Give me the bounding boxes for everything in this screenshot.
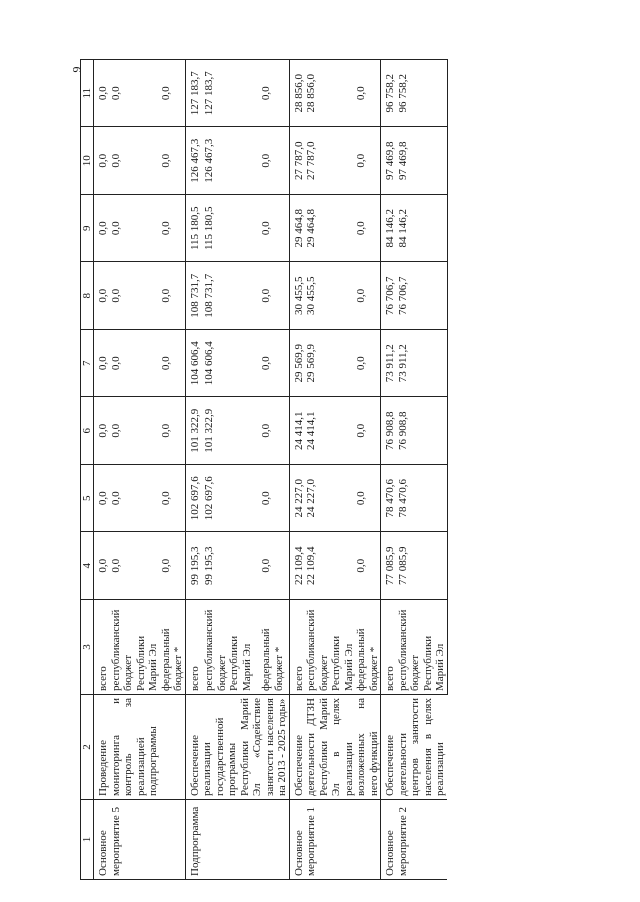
funding-value: 0,0	[355, 195, 381, 263]
funding-value: 0,0	[160, 60, 186, 128]
funding-source: республиканский бюджет Республики Марий Эл	[110, 600, 160, 695]
funding-value: 101 322,9	[203, 397, 260, 465]
row-name: Основное мероприятие 5	[94, 800, 186, 880]
funding-value: 104 606,4	[203, 330, 260, 398]
funding-value: 73 911,2	[397, 330, 448, 398]
funding-value: 0,0	[355, 262, 381, 330]
funding-source: республиканский бюджет Республики Марий Эл	[203, 600, 260, 695]
funding-value: 0,0	[94, 330, 110, 398]
funding-value: 22 109,4	[305, 532, 355, 600]
funding-value: 101 322,9	[185, 397, 203, 465]
row-description: Обеспечение реализации государственной программы Республики Марий Эл «Содействие занятости населения на 2013 - 2025 годы»	[185, 695, 289, 800]
funding-value: 0,0	[160, 397, 186, 465]
funding-value: 0,0	[110, 127, 160, 195]
funding-value: 0,0	[160, 195, 186, 263]
funding-value: 99 195,3	[203, 532, 260, 600]
column-number-1: 1	[81, 800, 94, 880]
table-header	[81, 60, 94, 880]
column-number-11: 11	[81, 60, 94, 128]
funding-value: 0,0	[110, 397, 160, 465]
funding-value: 0,0	[355, 397, 381, 465]
funding-source: федеральный бюджет *	[160, 600, 186, 695]
funding-value: 0,0	[110, 465, 160, 533]
funding-value: 0,0	[260, 330, 289, 398]
funding-source: федеральный бюджет *	[355, 600, 381, 695]
funding-value: 29 464,8	[305, 195, 355, 263]
funding-value: 0,0	[260, 127, 289, 195]
column-number-4: 4	[81, 532, 94, 600]
column-number-9: 9	[81, 195, 94, 263]
funding-value: 76 908,8	[397, 397, 448, 465]
column-number-8: 8	[81, 262, 94, 330]
funding-value: 126 467,3	[203, 127, 260, 195]
funding-value: 127 183,7	[185, 60, 203, 128]
column-number-3: 3	[81, 600, 94, 695]
table-row	[381, 60, 397, 880]
table-row	[185, 60, 203, 880]
funding-value: 0,0	[160, 330, 186, 398]
funding-value: 0,0	[110, 60, 160, 128]
funding-value: 97 469,8	[381, 127, 397, 195]
column-number-10: 10	[81, 127, 94, 195]
row-description: Обеспечение деятельности центров занятости населения в целях реализации	[381, 695, 448, 800]
funding-source: всего	[185, 600, 203, 695]
funding-value: 84 146,2	[381, 195, 397, 263]
funding-value: 96 758,2	[397, 60, 448, 128]
column-number-5: 5	[81, 465, 94, 533]
funding-value: 0,0	[160, 532, 186, 600]
funding-value: 0,0	[94, 262, 110, 330]
funding-value: 24 414,1	[289, 397, 305, 465]
funding-value: 99 195,3	[185, 532, 203, 600]
funding-value: 77 085,9	[381, 532, 397, 600]
funding-value: 0,0	[110, 262, 160, 330]
funding-value: 30 455,5	[305, 262, 355, 330]
funding-value: 108 731,7	[185, 262, 203, 330]
funding-value: 28 856,0	[289, 60, 305, 128]
funding-source: всего	[94, 600, 110, 695]
funding-value: 24 227,0	[305, 465, 355, 533]
funding-value: 0,0	[94, 532, 110, 600]
table-row	[289, 60, 305, 880]
column-number-6: 6	[81, 397, 94, 465]
funding-value: 73 911,2	[381, 330, 397, 398]
funding-value: 0,0	[110, 532, 160, 600]
funding-value: 30 455,5	[289, 262, 305, 330]
row-name: Основное мероприятие 2	[381, 800, 448, 880]
row-name: Основное мероприятие 1	[289, 800, 381, 880]
funding-value: 29 569,9	[289, 330, 305, 398]
funding-value: 0,0	[355, 532, 381, 600]
funding-value: 96 758,2	[381, 60, 397, 128]
funding-value: 97 469,8	[397, 127, 448, 195]
funding-value: 115 180,5	[203, 195, 260, 263]
funding-value: 27 787,0	[289, 127, 305, 195]
funding-value: 0,0	[260, 397, 289, 465]
funding-source: республиканский бюджет Республики Марий Эл	[305, 600, 355, 695]
funding-value: 27 787,0	[305, 127, 355, 195]
row-description: Проведение мониторинга и контроль за реализацией подпрограммы	[94, 695, 186, 800]
funding-value: 0,0	[355, 127, 381, 195]
funding-value: 0,0	[94, 195, 110, 263]
budget-table	[80, 59, 448, 880]
funding-value: 84 146,2	[397, 195, 448, 263]
funding-source: республиканский бюджет Республики Марий Эл	[397, 600, 448, 695]
funding-value: 24 227,0	[289, 465, 305, 533]
funding-value: 0,0	[355, 330, 381, 398]
column-number-7: 7	[81, 330, 94, 398]
funding-value: 0,0	[110, 195, 160, 263]
funding-value: 104 606,4	[185, 330, 203, 398]
funding-value: 115 180,5	[185, 195, 203, 263]
funding-value: 102 697,6	[203, 465, 260, 533]
table-body	[94, 60, 448, 880]
funding-value: 0,0	[355, 60, 381, 128]
funding-value: 22 109,4	[289, 532, 305, 600]
funding-value: 0,0	[260, 532, 289, 600]
funding-source: всего	[289, 600, 305, 695]
funding-value: 78 470,6	[381, 465, 397, 533]
funding-value: 0,0	[260, 465, 289, 533]
funding-value: 0,0	[160, 127, 186, 195]
funding-value: 29 464,8	[289, 195, 305, 263]
funding-value: 0,0	[94, 60, 110, 128]
column-number-2: 2	[81, 695, 94, 800]
funding-value: 0,0	[94, 397, 110, 465]
funding-value: 78 470,6	[397, 465, 448, 533]
funding-value: 0,0	[260, 195, 289, 263]
funding-value: 76 908,8	[381, 397, 397, 465]
funding-value: 0,0	[110, 330, 160, 398]
funding-value: 76 706,7	[381, 262, 397, 330]
funding-value: 28 856,0	[305, 60, 355, 128]
funding-value: 29 569,9	[305, 330, 355, 398]
row-description: Обеспечение деятельности ДТЗН Республики Марий Эл в целях реализации возложенных на него функций	[289, 695, 381, 800]
funding-value: 0,0	[160, 262, 186, 330]
funding-value: 127 183,7	[203, 60, 260, 128]
funding-value: 126 467,3	[185, 127, 203, 195]
funding-value: 0,0	[160, 465, 186, 533]
funding-value: 76 706,7	[397, 262, 448, 330]
funding-value: 77 085,9	[397, 532, 448, 600]
page-number: 9	[69, 66, 84, 73]
rotated-table-container	[80, 60, 530, 880]
table-row	[94, 60, 110, 880]
funding-value: 0,0	[260, 262, 289, 330]
funding-value: 0,0	[260, 60, 289, 128]
funding-value: 0,0	[94, 127, 110, 195]
funding-value: 102 697,6	[185, 465, 203, 533]
funding-value: 0,0	[94, 465, 110, 533]
header-row	[81, 60, 94, 880]
funding-source: всего	[381, 600, 397, 695]
funding-value: 0,0	[355, 465, 381, 533]
funding-value: 24 414,1	[305, 397, 355, 465]
funding-source: федеральный бюджет *	[260, 600, 289, 695]
funding-value: 108 731,7	[203, 262, 260, 330]
row-name: Подпрограмма	[185, 800, 289, 880]
